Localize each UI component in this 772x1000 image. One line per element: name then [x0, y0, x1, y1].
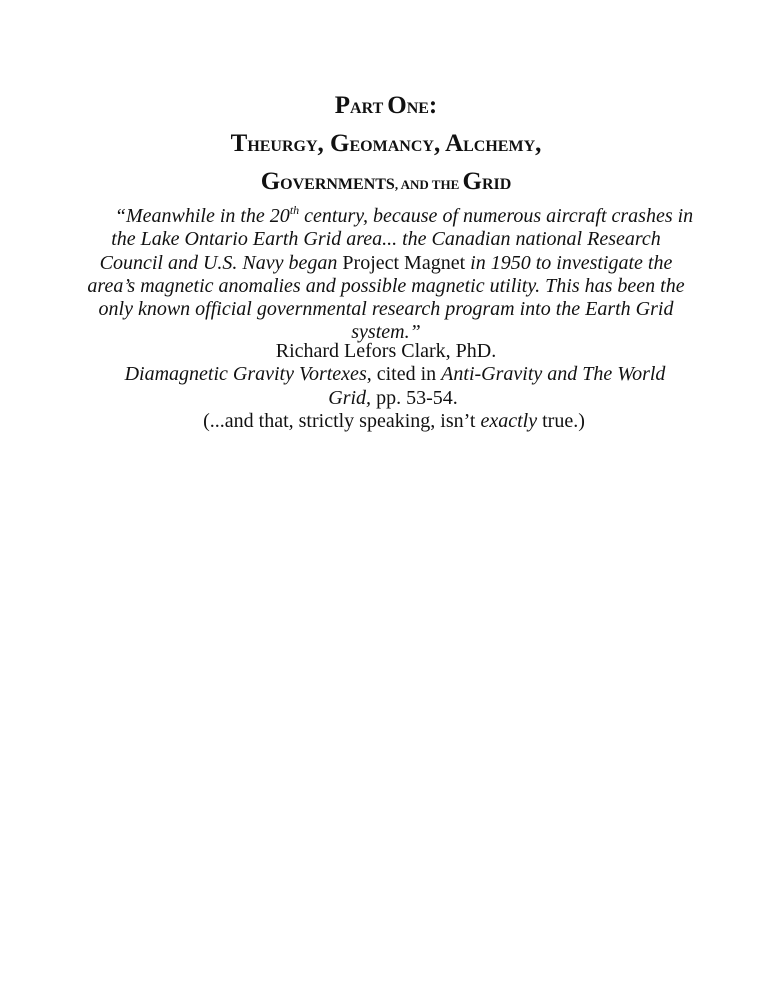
epigraph-line-5	[0, 298, 772, 321]
epigraph-text: Council and U.S. Navy began	[99, 251, 343, 274]
epigraph-text: the Lake Ontario Earth Grid area... the Canadian national Research	[111, 228, 661, 251]
heading-punct: ,	[317, 130, 331, 157]
heading-punct: :	[428, 92, 438, 119]
heading-smallcaps: ART	[350, 100, 384, 117]
source-title: Diamagnetic Gravity Vortexes	[124, 363, 367, 386]
heading-smallcaps: , AND THE	[394, 177, 463, 192]
heading-smallcaps: NE	[406, 100, 429, 117]
ordinal-superscript: th	[289, 203, 300, 217]
heading-line-2	[0, 126, 772, 164]
aside-emphasis: exactly	[480, 409, 538, 432]
aside-text: true.)	[537, 409, 585, 432]
heading-cap: G	[330, 130, 350, 157]
source-text: , cited in	[366, 363, 442, 386]
attribution-source	[0, 363, 772, 386]
epigraph-text: “Meanwhile in the 20	[114, 205, 290, 227]
heading-cap: P	[334, 92, 351, 119]
project-name: Project Magnet	[342, 251, 466, 274]
heading-line-3	[0, 164, 772, 202]
heading-cap: T	[230, 130, 248, 157]
aside-text: (...and that, strictly speaking, isn’t	[203, 409, 481, 432]
epigraph-line-3	[0, 252, 772, 275]
heading-smallcaps: EOMANCY	[349, 138, 434, 155]
epigraph-text: system.”	[351, 321, 421, 344]
epigraph-text: area’s magnetic anomalies and possible magnetic utility. This has been the	[87, 274, 685, 297]
heading-cap: G	[260, 168, 281, 195]
heading-smallcaps: OVERNMENTS	[280, 176, 395, 193]
epigraph-line-4	[0, 275, 772, 298]
epigraph-line-1	[0, 205, 772, 228]
heading-cap: A	[445, 130, 464, 157]
heading-smallcaps: RID	[481, 176, 512, 193]
attribution-pages	[0, 387, 772, 410]
aside-note	[0, 410, 772, 433]
heading-cap: O	[387, 92, 407, 119]
part-heading	[0, 88, 772, 202]
book-title: Grid,	[328, 386, 372, 409]
heading-line-1	[0, 88, 772, 126]
heading-smallcaps: HEURGY	[247, 138, 318, 155]
epigraph-line-2	[0, 228, 772, 251]
heading-cap: G	[462, 168, 482, 195]
heading-smallcaps: LCHEMY	[463, 138, 536, 155]
quote-attribution	[0, 340, 772, 433]
heading-punct: ,	[433, 130, 446, 157]
page-range: pp. 53-54.	[371, 386, 458, 409]
epigraph-text: in 1950 to investigate the	[465, 251, 673, 274]
epigraph-text: century, because of numerous aircraft crashes in	[299, 205, 694, 227]
heading-punct: ,	[535, 130, 542, 157]
epigraph-text: only known official governmental research program into the Earth Grid	[98, 298, 674, 321]
book-title: Anti-Gravity and The World	[441, 363, 666, 386]
epigraph-quote	[0, 205, 772, 345]
attribution-author: Richard Lefors Clark, PhD.	[275, 340, 497, 362]
